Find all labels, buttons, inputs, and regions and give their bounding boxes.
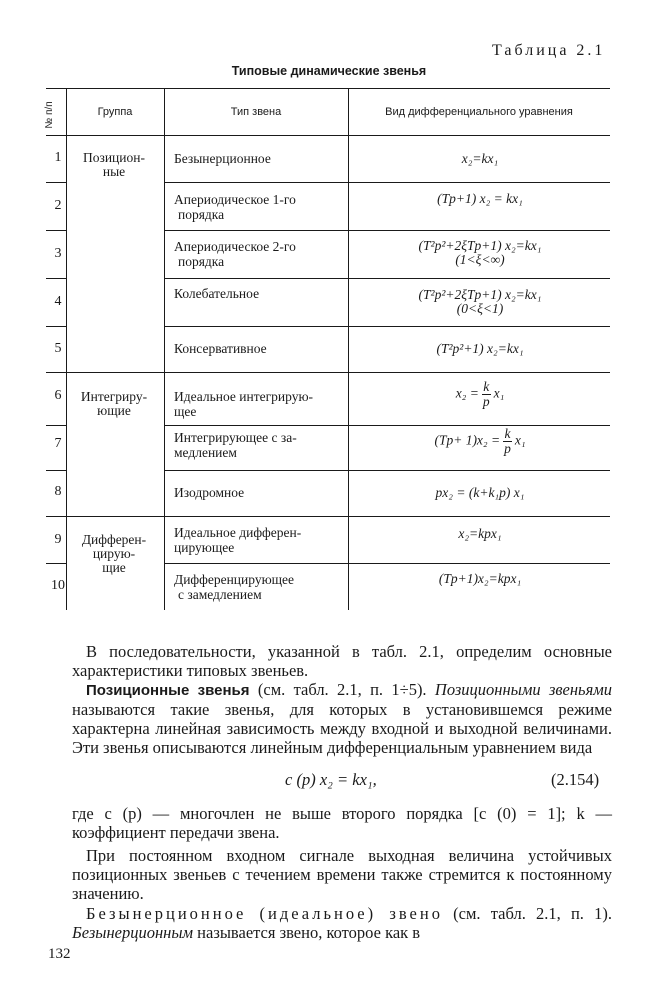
table-top-rule bbox=[46, 88, 610, 89]
type-cell: Дифференцирующее с замедлением bbox=[174, 572, 295, 602]
row-sep bbox=[46, 230, 66, 231]
row-sep bbox=[46, 326, 66, 327]
equation-cell: x₂ = $\frac{k}{p}$ x₁ bbox=[455, 379, 505, 409]
equation-cell: x₂=kx₁ bbox=[461, 151, 499, 166]
paragraph-2: Позиционные звенья (см. табл. 2.1, п. 1÷5). Позиционными звеньями называются такие звенья, для которых в установившемся режиме характерна линейная зависимость между входной и выходной величинами. Эти звенья описываются линейным дифференциальным уравнением вида bbox=[72, 680, 613, 757]
row-number: 9 bbox=[54, 532, 62, 547]
type-cell: Безынерционное bbox=[174, 151, 271, 166]
header-equation: Вид дифференциального уравнения bbox=[385, 106, 573, 118]
row-sep bbox=[46, 278, 66, 279]
col-line-3 bbox=[348, 88, 349, 610]
main-equation: c (p) x₂ = kx₁, bbox=[285, 770, 377, 789]
row-sep bbox=[46, 182, 66, 183]
group-cell: Дифферен- цирую- щие bbox=[81, 532, 147, 575]
group-cell: Позицион- ные bbox=[83, 150, 145, 179]
table-label: Таблица 2.1 bbox=[492, 42, 606, 59]
type-cell: Идеальное интегрирую- щее bbox=[174, 389, 314, 419]
type-cell: Интегрирующее с за- медлением bbox=[174, 430, 297, 460]
equation-cell: px₂ = (k+k₁p) x₁ bbox=[435, 485, 525, 500]
row-sep bbox=[46, 425, 66, 426]
row-sep bbox=[164, 470, 610, 471]
row-sep bbox=[46, 563, 66, 564]
row-number: 2 bbox=[54, 198, 62, 213]
type-cell: Изодромное bbox=[174, 485, 245, 500]
paragraph-5: Безынерционное (идеальное) звено (см. табл. 2.1, п. 1). Безынерционным называется звено, которое как в bbox=[72, 904, 612, 942]
equation-cell: (T²p²+2ξTp+1) x₂=kx₁ (0<ξ<1) bbox=[418, 287, 542, 316]
equation-cell: (Tp+1)x₂=kpx₁ bbox=[438, 571, 522, 586]
fraction: $\frac{k}{p}$ bbox=[504, 426, 511, 456]
equation-cell: (Tp+1) x₂ = kx₁ bbox=[437, 191, 523, 206]
header-group: Группа bbox=[97, 106, 133, 118]
paragraph-4: При постоянном входном сигнале выходная величина устойчивых позиционных звеньев с течением времени также стремится к постоянному значению. bbox=[72, 846, 612, 903]
type-cell: Апериодическое 1-го порядка bbox=[174, 192, 296, 222]
type-cell: Консервативное bbox=[174, 341, 267, 356]
equation-cell: (T²p²+2ξTp+1) x₂=kx₁ (1<ξ<∞) bbox=[418, 238, 542, 267]
row-number: 10 bbox=[51, 578, 65, 593]
row-sep bbox=[164, 326, 610, 327]
table-title: Типовые динамические звенья bbox=[231, 64, 427, 78]
row-sep bbox=[164, 425, 610, 426]
header-no: № п/п bbox=[44, 101, 55, 129]
row-number: 7 bbox=[54, 436, 62, 451]
equation-number: (2.154) bbox=[551, 770, 600, 789]
row-number: 3 bbox=[54, 246, 62, 261]
equation-cell: (Tp+ 1)x₂ = $\frac{k}{p}$ x₁ bbox=[434, 426, 526, 456]
row-number: 5 bbox=[54, 341, 62, 356]
type-cell: Апериодическое 2-го порядка bbox=[174, 239, 296, 269]
group-rule-2 bbox=[46, 516, 610, 517]
group-cell: Интегриру- ющие bbox=[80, 389, 148, 418]
paragraph-3: где c (p) — многочлен не выше второго порядка [c (0) = 1]; k — коэффициент передачи звена. bbox=[72, 804, 612, 842]
row-sep bbox=[164, 563, 610, 564]
type-cell: Идеальное дифферен- цирующее bbox=[174, 525, 302, 555]
row-number: 4 bbox=[54, 294, 62, 309]
row-sep bbox=[164, 230, 610, 231]
row-number: 8 bbox=[54, 484, 62, 499]
row-sep bbox=[46, 470, 66, 471]
type-cell: Колебательное bbox=[174, 286, 260, 301]
equation-cell: (T²p²+1) x₂=kx₁ bbox=[436, 341, 524, 356]
row-sep bbox=[164, 278, 610, 279]
equation-cell: x₂=kpx₁ bbox=[458, 526, 502, 541]
row-number: 1 bbox=[54, 150, 62, 165]
header-rule bbox=[46, 135, 610, 136]
fraction: $\frac{k}{p}$ bbox=[482, 379, 490, 409]
row-number: 6 bbox=[54, 388, 62, 403]
row-sep bbox=[164, 182, 610, 183]
col-line-2 bbox=[164, 88, 165, 610]
header-type: Тип звена bbox=[230, 106, 282, 118]
page-number: 132 bbox=[48, 946, 71, 962]
paragraph-1: В последовательности, указанной в табл. 2.1, определим основные характеристики типовых звеньев. bbox=[72, 642, 612, 680]
group-rule-1 bbox=[46, 372, 610, 373]
